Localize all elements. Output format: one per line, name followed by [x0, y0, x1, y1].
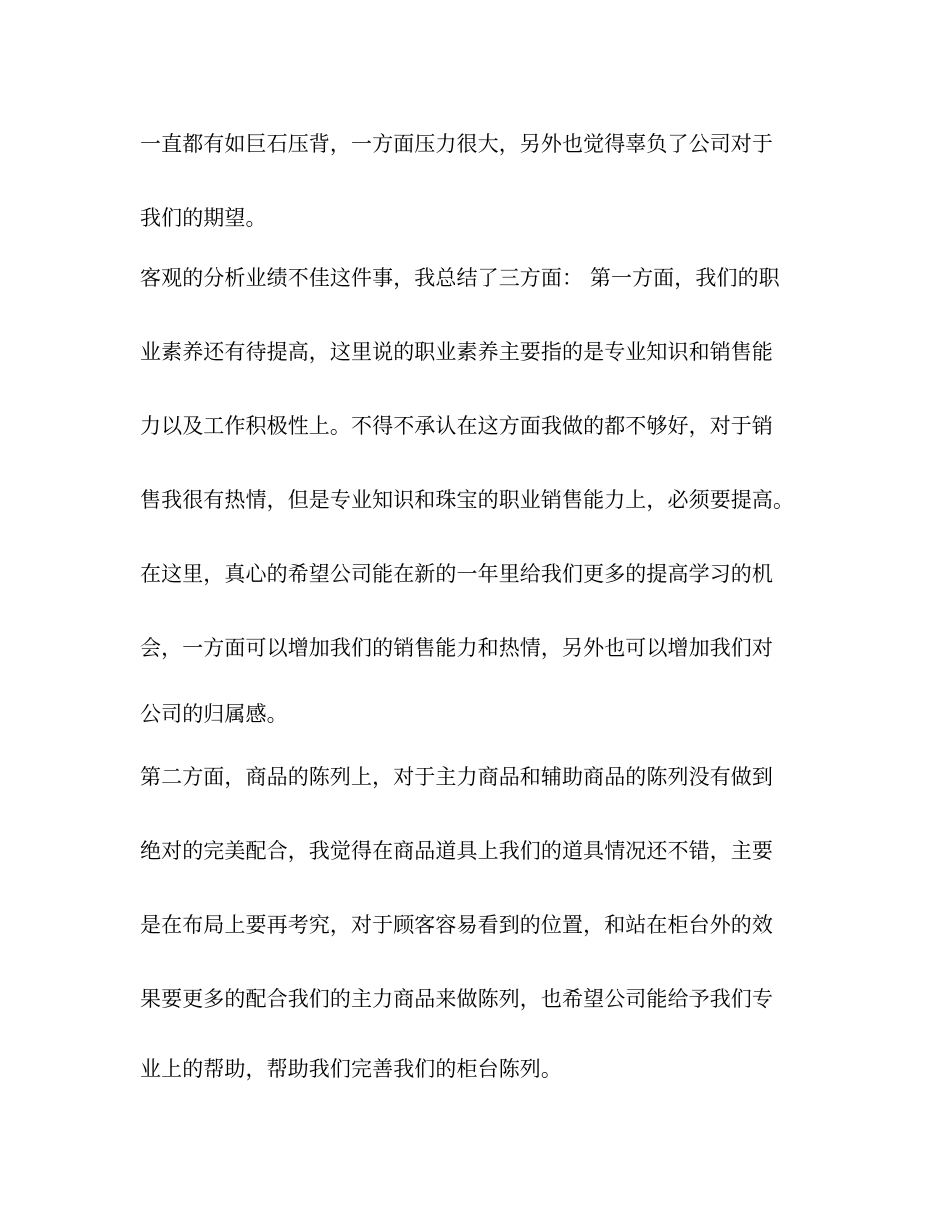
- text-line: 在这里，真心的希望公司能在新的一年里给我们更多的提高学习的机: [140, 562, 773, 586]
- text-line: 客观的分析业绩不佳这件事，我总结了三方面： 第一方面，我们的职: [140, 266, 780, 290]
- text-line: 果要更多的配合我们的主力商品来做陈列，也希望公司能给予我们专: [140, 987, 773, 1011]
- text-line: 我们的期望。: [140, 206, 267, 230]
- text-line: 一直都有如巨石压背，一方面压力很大，另外也觉得辜负了公司对于: [140, 132, 773, 156]
- text-line: 力以及工作积极性上。不得不承认在这方面我做的都不够好，对于销: [140, 414, 773, 438]
- text-line: 售我很有热情，但是专业知识和珠宝的职业销售能力上，必须要提高。: [140, 488, 795, 512]
- text-line: 第二方面，商品的陈列上，对于主力商品和辅助商品的陈列没有做到: [140, 765, 773, 789]
- text-line: 会，一方面可以增加我们的销售能力和热情，另外也可以增加我们对: [140, 636, 773, 660]
- text-line: 绝对的完美配合，我觉得在商品道具上我们的道具情况还不错，主要: [140, 839, 773, 863]
- text-line: 公司的归属感。: [140, 702, 288, 726]
- text-line: 业上的帮助，帮助我们完善我们的柜台陈列。: [140, 1057, 562, 1081]
- text-line: 是在布局上要再考究，对于顾客容易看到的位置，和站在柜台外的效: [140, 913, 773, 937]
- text-line: 业素养还有待提高，这里说的职业素养主要指的是专业知识和销售能: [140, 340, 773, 364]
